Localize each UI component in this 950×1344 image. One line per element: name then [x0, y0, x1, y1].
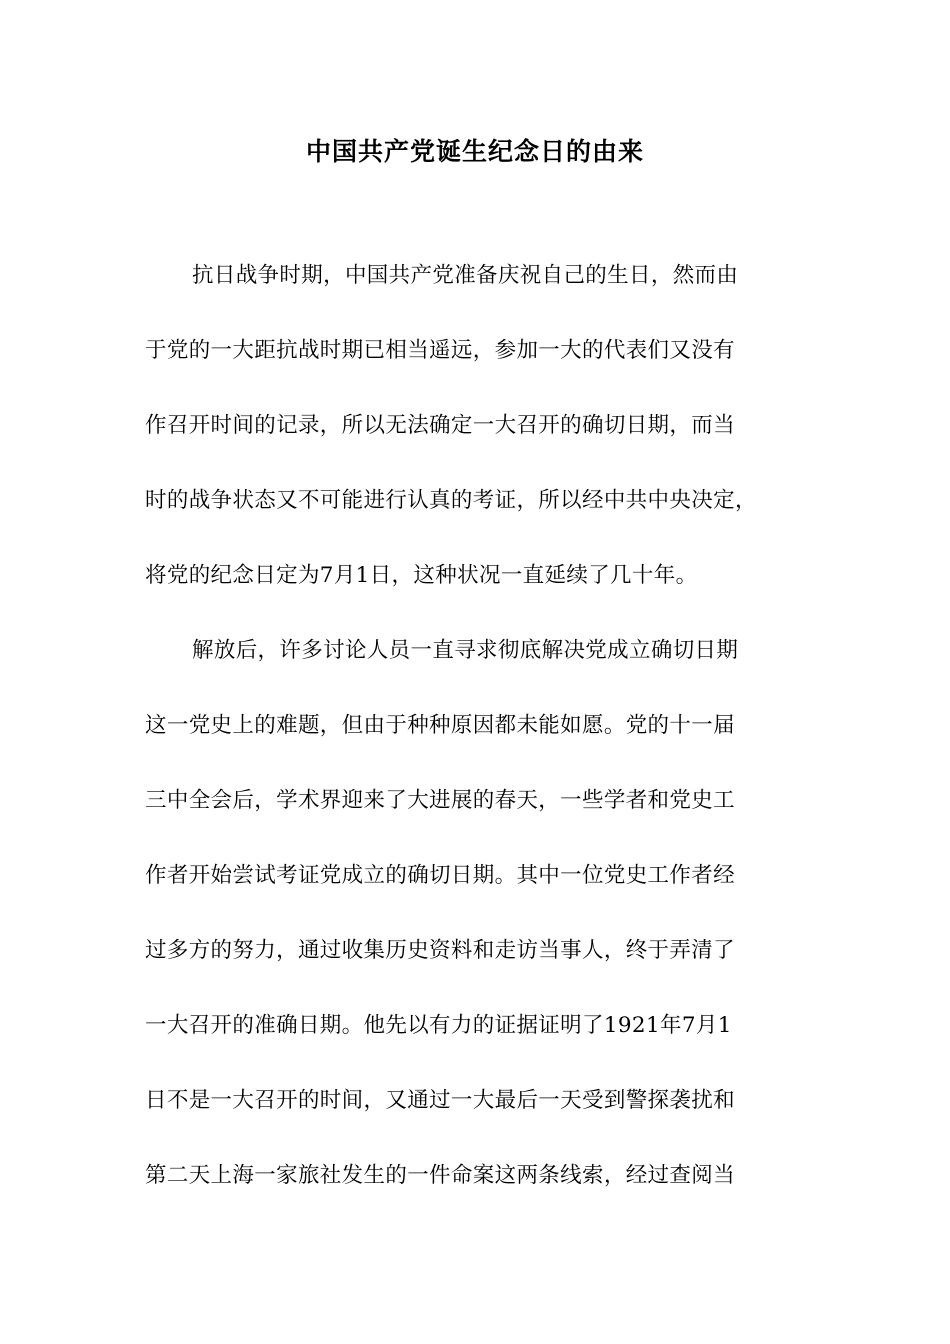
paragraph-line: 三中全会后，学术界迎来了大进展的春天，一些学者和党史工 — [145, 788, 735, 813]
paragraph-line: 时的战争状态又不可能进行认真的考证，所以经中共中央决定， — [145, 488, 757, 513]
paragraph-line: 将党的纪念日定为7月1日，这种状况一直延续了几十年。 — [145, 563, 698, 588]
paragraph-line: 作者开始尝试考证党成立的确切日期。其中一位党史工作者经 — [145, 863, 735, 888]
document-title: 中国共产党诞生纪念日的由来 — [305, 137, 644, 166]
paragraph-line: 一大召开的准确日期。他先以有力的证据证明了1921年7月1 — [145, 1013, 732, 1038]
paragraph-line: 于党的一大距抗战时期已相当遥远，参加一大的代表们又没有 — [145, 338, 735, 363]
paragraph-line: 作召开时间的记录，所以无法确定一大召开的确切日期，而当 — [145, 413, 735, 438]
paragraph-line: 抗日战争时期，中国共产党准备庆祝自己的生日，然而由 — [192, 263, 739, 288]
paragraph-line: 第二天上海一家旅社发生的一件命案这两条线索，经过查阅当 — [145, 1163, 735, 1188]
paragraph-line: 这一党史上的难题，但由于种种原因都未能如愿。党的十一届 — [145, 713, 735, 738]
paragraph-line: 解放后，许多讨论人员一直寻求彻底解决党成立确切日期 — [192, 638, 739, 663]
document-body — [145, 258, 807, 1233]
paragraph-line: 过多方的努力，通过收集历史资料和走访当事人，终于弄清了 — [145, 938, 735, 963]
paragraph-line: 日不是一大召开的时间，又通过一大最后一天受到警探袭扰和 — [145, 1088, 735, 1113]
